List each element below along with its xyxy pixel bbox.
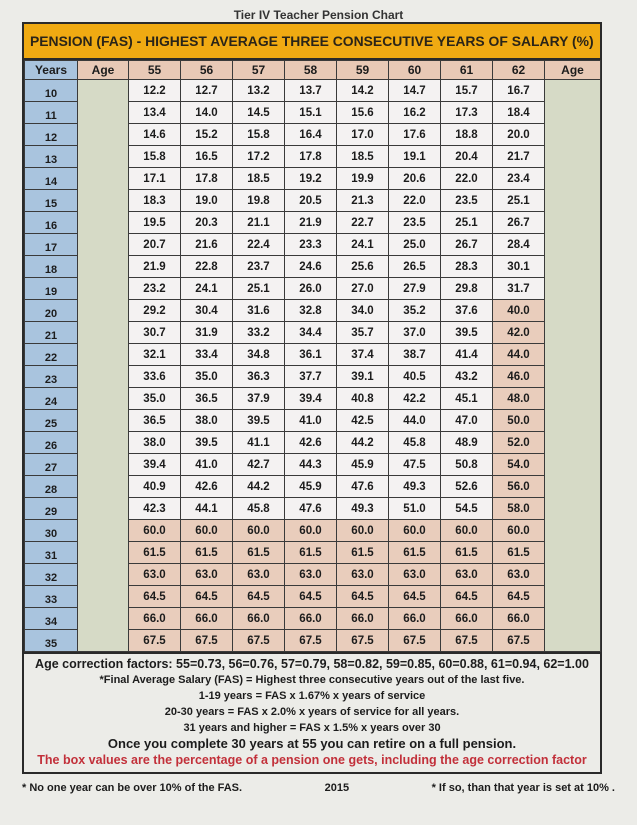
value-cell: 63.0 [389,564,441,586]
value-cell: 47.5 [389,454,441,476]
value-cell: 22.0 [441,168,493,190]
value-cell: 60.0 [285,520,337,542]
rule-31-plus: 31 years and higher = FAS x 1.5% x years over 30 [183,722,441,734]
value-cell: 34.4 [285,322,337,344]
value-cell: 48.0 [493,388,545,410]
value-cell: 63.0 [493,564,545,586]
value-cell: 14.0 [181,102,233,124]
value-cell: 35.0 [181,366,233,388]
value-cell: 35.2 [389,300,441,322]
value-cell: 42.6 [285,432,337,454]
value-cell: 60.0 [233,520,285,542]
fas-definition: *Final Average Salary (FAS) = Highest three consecutive years out of the last five. [99,674,525,686]
value-cell: 40.0 [493,300,545,322]
value-cell: 44.1 [181,498,233,520]
value-cell: 29.8 [441,278,493,300]
value-cell: 41.0 [285,410,337,432]
header-age-55: 55 [129,61,181,80]
years-cell: 33 [25,586,78,608]
footer-year: 2015 [324,782,350,794]
value-cell: 44.2 [233,476,285,498]
value-cell: 30.7 [129,322,181,344]
value-cell: 27.0 [337,278,389,300]
value-cell: 64.5 [285,586,337,608]
value-cell: 26.7 [441,234,493,256]
value-cell: 44.0 [389,410,441,432]
value-cell: 47.6 [337,476,389,498]
header-age-59: 59 [337,61,389,80]
value-cell: 42.6 [181,476,233,498]
value-cell: 13.2 [233,80,285,102]
years-cell: 28 [25,476,78,498]
years-cell: 11 [25,102,78,124]
value-cell: 20.3 [181,212,233,234]
value-cell: 25.1 [441,212,493,234]
years-cell: 18 [25,256,78,278]
pension-table [24,60,601,652]
value-cell: 30.4 [181,300,233,322]
value-cell: 41.0 [181,454,233,476]
value-cell: 20.4 [441,146,493,168]
value-cell: 37.6 [441,300,493,322]
value-cell: 34.8 [233,344,285,366]
value-cell: 14.6 [129,124,181,146]
box-values-note: The box values are the percentage of a pension one gets, including the age correction factor [37,753,587,767]
value-cell: 45.8 [389,432,441,454]
value-cell: 33.6 [129,366,181,388]
header-row [25,61,601,80]
value-cell: 29.2 [129,300,181,322]
rule-20-30: 20-30 years = FAS x 2.0% x years of service for all years. [164,706,460,718]
value-cell: 12.7 [181,80,233,102]
value-cell: 31.6 [233,300,285,322]
value-cell: 15.7 [441,80,493,102]
value-cell: 67.5 [441,630,493,652]
age-column-right [545,80,601,652]
value-cell: 56.0 [493,476,545,498]
value-cell: 42.0 [493,322,545,344]
value-cell: 32.8 [285,300,337,322]
value-cell: 19.1 [389,146,441,168]
value-cell: 44.2 [337,432,389,454]
years-cell: 30 [25,520,78,542]
value-cell: 19.5 [129,212,181,234]
value-cell: 21.9 [285,212,337,234]
chart-banner-box [24,24,600,60]
value-cell: 17.1 [129,168,181,190]
value-cell: 28.4 [493,234,545,256]
value-cell: 16.7 [493,80,545,102]
value-cell: 36.5 [181,388,233,410]
value-cell: 17.6 [389,124,441,146]
value-cell: 64.5 [129,586,181,608]
value-cell: 37.9 [233,388,285,410]
value-cell: 30.1 [493,256,545,278]
header-years: Years [25,61,78,80]
value-cell: 16.2 [389,102,441,124]
value-cell: 39.1 [337,366,389,388]
value-cell: 17.0 [337,124,389,146]
value-cell: 15.1 [285,102,337,124]
value-cell: 44.3 [285,454,337,476]
value-cell: 23.3 [285,234,337,256]
value-cell: 12.2 [129,80,181,102]
value-cell: 21.3 [337,190,389,212]
value-cell: 22.7 [337,212,389,234]
value-cell: 51.0 [389,498,441,520]
value-cell: 13.4 [129,102,181,124]
value-cell: 61.5 [285,542,337,564]
value-cell: 52.0 [493,432,545,454]
value-cell: 63.0 [285,564,337,586]
value-cell: 36.5 [129,410,181,432]
years-cell: 17 [25,234,78,256]
value-cell: 41.1 [233,432,285,454]
value-cell: 48.9 [441,432,493,454]
value-cell: 22.0 [389,190,441,212]
value-cell: 38.0 [181,410,233,432]
value-cell: 36.1 [285,344,337,366]
value-cell: 34.0 [337,300,389,322]
value-cell: 21.7 [493,146,545,168]
value-cell: 45.1 [441,388,493,410]
value-cell: 46.0 [493,366,545,388]
value-cell: 13.7 [285,80,337,102]
value-cell: 66.0 [233,608,285,630]
value-cell: 14.2 [337,80,389,102]
value-cell: 23.5 [389,212,441,234]
value-cell: 22.4 [233,234,285,256]
value-cell: 38.7 [389,344,441,366]
value-cell: 25.1 [233,278,285,300]
value-cell: 47.0 [441,410,493,432]
value-cell: 38.0 [129,432,181,454]
years-cell: 31 [25,542,78,564]
value-cell: 18.5 [337,146,389,168]
years-cell: 26 [25,432,78,454]
value-cell: 36.3 [233,366,285,388]
value-cell: 45.9 [337,454,389,476]
value-cell: 21.9 [129,256,181,278]
years-cell: 19 [25,278,78,300]
value-cell: 19.9 [337,168,389,190]
value-cell: 17.3 [441,102,493,124]
value-cell: 26.5 [389,256,441,278]
years-cell: 13 [25,146,78,168]
value-cell: 60.0 [129,520,181,542]
chart-banner: PENSION (FAS) - HIGHEST AVERAGE THREE CONSECUTIVE YEARS OF SALARY (%) [30,33,594,49]
value-cell: 24.6 [285,256,337,278]
value-cell: 45.9 [285,476,337,498]
value-cell: 37.7 [285,366,337,388]
value-cell: 61.5 [389,542,441,564]
value-cell: 39.4 [285,388,337,410]
table-body [25,80,601,652]
value-cell: 28.3 [441,256,493,278]
value-cell: 61.5 [233,542,285,564]
value-cell: 23.7 [233,256,285,278]
header-age-57: 57 [233,61,285,80]
years-cell: 34 [25,608,78,630]
value-cell: 67.5 [181,630,233,652]
value-cell: 18.4 [493,102,545,124]
value-cell: 54.0 [493,454,545,476]
value-cell: 31.9 [181,322,233,344]
value-cell: 18.8 [441,124,493,146]
value-cell: 40.8 [337,388,389,410]
value-cell: 67.5 [337,630,389,652]
value-cell: 19.8 [233,190,285,212]
value-cell: 43.2 [441,366,493,388]
value-cell: 63.0 [441,564,493,586]
years-cell: 29 [25,498,78,520]
years-cell: 14 [25,168,78,190]
value-cell: 23.4 [493,168,545,190]
header-age-61: 61 [441,61,493,80]
value-cell: 39.5 [233,410,285,432]
value-cell: 40.9 [129,476,181,498]
value-cell: 42.2 [389,388,441,410]
value-cell: 49.3 [337,498,389,520]
value-cell: 67.5 [129,630,181,652]
value-cell: 66.0 [493,608,545,630]
value-cell: 19.2 [285,168,337,190]
value-cell: 14.5 [233,102,285,124]
value-cell: 39.4 [129,454,181,476]
value-cell: 44.0 [493,344,545,366]
value-cell: 63.0 [181,564,233,586]
years-cell: 10 [25,80,78,102]
footer-right-note: * If so, than that year is set at 10% . [431,782,615,794]
value-cell: 24.1 [181,278,233,300]
value-cell: 17.8 [285,146,337,168]
value-cell: 61.5 [337,542,389,564]
value-cell: 66.0 [285,608,337,630]
table-row [25,80,601,102]
full-pension-note: Once you complete 30 years at 55 you can retire on a full pension. [107,736,517,751]
pension-chart [22,22,602,774]
header-age-62: 62 [493,61,545,80]
value-cell: 66.0 [389,608,441,630]
age-correction-factors: Age correction factors: 55=0.73, 56=0.76, 57=0.79, 58=0.82, 59=0.85, 60=0.88, 61=0.94, 62=1.00 [35,657,589,671]
value-cell: 42.3 [129,498,181,520]
value-cell: 18.5 [233,168,285,190]
value-cell: 32.1 [129,344,181,366]
value-cell: 17.2 [233,146,285,168]
value-cell: 15.2 [181,124,233,146]
value-cell: 16.4 [285,124,337,146]
header-age-left: Age [78,61,129,80]
value-cell: 64.5 [441,586,493,608]
header-age-right: Age [545,61,601,80]
value-cell: 64.5 [181,586,233,608]
years-cell: 21 [25,322,78,344]
value-cell: 37.4 [337,344,389,366]
value-cell: 19.0 [181,190,233,212]
years-cell: 23 [25,366,78,388]
value-cell: 20.0 [493,124,545,146]
value-cell: 18.3 [129,190,181,212]
value-cell: 64.5 [337,586,389,608]
value-cell: 15.8 [233,124,285,146]
value-cell: 66.0 [181,608,233,630]
value-cell: 16.5 [181,146,233,168]
value-cell: 60.0 [389,520,441,542]
notes-box [24,652,600,772]
age-column-left [78,80,129,652]
value-cell: 23.5 [441,190,493,212]
value-cell: 61.5 [129,542,181,564]
value-cell: 61.5 [181,542,233,564]
value-cell: 39.5 [441,322,493,344]
value-cell: 21.1 [233,212,285,234]
value-cell: 33.2 [233,322,285,344]
value-cell: 52.6 [441,476,493,498]
value-cell: 35.7 [337,322,389,344]
value-cell: 39.5 [181,432,233,454]
header-age-58: 58 [285,61,337,80]
value-cell: 66.0 [441,608,493,630]
value-cell: 24.1 [337,234,389,256]
value-cell: 49.3 [389,476,441,498]
value-cell: 67.5 [389,630,441,652]
years-cell: 15 [25,190,78,212]
value-cell: 27.9 [389,278,441,300]
value-cell: 40.5 [389,366,441,388]
footer [22,782,615,794]
years-cell: 12 [25,124,78,146]
value-cell: 60.0 [337,520,389,542]
header-age-60: 60 [389,61,441,80]
value-cell: 67.5 [285,630,337,652]
value-cell: 54.5 [441,498,493,520]
value-cell: 64.5 [493,586,545,608]
value-cell: 21.6 [181,234,233,256]
value-cell: 58.0 [493,498,545,520]
value-cell: 66.0 [337,608,389,630]
value-cell: 37.0 [389,322,441,344]
years-cell: 32 [25,564,78,586]
years-cell: 27 [25,454,78,476]
value-cell: 41.4 [441,344,493,366]
value-cell: 45.8 [233,498,285,520]
value-cell: 15.8 [129,146,181,168]
value-cell: 25.1 [493,190,545,212]
value-cell: 20.5 [285,190,337,212]
rule-1-19: 1-19 years = FAS x 1.67% x years of service [198,690,426,702]
value-cell: 64.5 [233,586,285,608]
years-cell: 25 [25,410,78,432]
value-cell: 60.0 [441,520,493,542]
value-cell: 61.5 [441,542,493,564]
value-cell: 14.7 [389,80,441,102]
value-cell: 50.8 [441,454,493,476]
document-title: Tier IV Teacher Pension Chart [233,8,404,22]
value-cell: 17.8 [181,168,233,190]
years-cell: 16 [25,212,78,234]
value-cell: 60.0 [493,520,545,542]
value-cell: 15.6 [337,102,389,124]
value-cell: 47.6 [285,498,337,520]
value-cell: 64.5 [389,586,441,608]
value-cell: 26.0 [285,278,337,300]
value-cell: 25.6 [337,256,389,278]
value-cell: 50.0 [493,410,545,432]
value-cell: 63.0 [233,564,285,586]
years-cell: 24 [25,388,78,410]
years-cell: 35 [25,630,78,652]
value-cell: 20.7 [129,234,181,256]
value-cell: 22.8 [181,256,233,278]
footer-left-note: * No one year can be over 10% of the FAS. [22,782,243,794]
value-cell: 63.0 [337,564,389,586]
header-age-56: 56 [181,61,233,80]
value-cell: 31.7 [493,278,545,300]
value-cell: 67.5 [493,630,545,652]
value-cell: 25.0 [389,234,441,256]
value-cell: 42.5 [337,410,389,432]
value-cell: 23.2 [129,278,181,300]
value-cell: 26.7 [493,212,545,234]
value-cell: 61.5 [493,542,545,564]
value-cell: 20.6 [389,168,441,190]
years-cell: 20 [25,300,78,322]
value-cell: 35.0 [129,388,181,410]
value-cell: 63.0 [129,564,181,586]
value-cell: 66.0 [129,608,181,630]
value-cell: 60.0 [181,520,233,542]
value-cell: 67.5 [233,630,285,652]
value-cell: 42.7 [233,454,285,476]
years-cell: 22 [25,344,78,366]
value-cell: 33.4 [181,344,233,366]
